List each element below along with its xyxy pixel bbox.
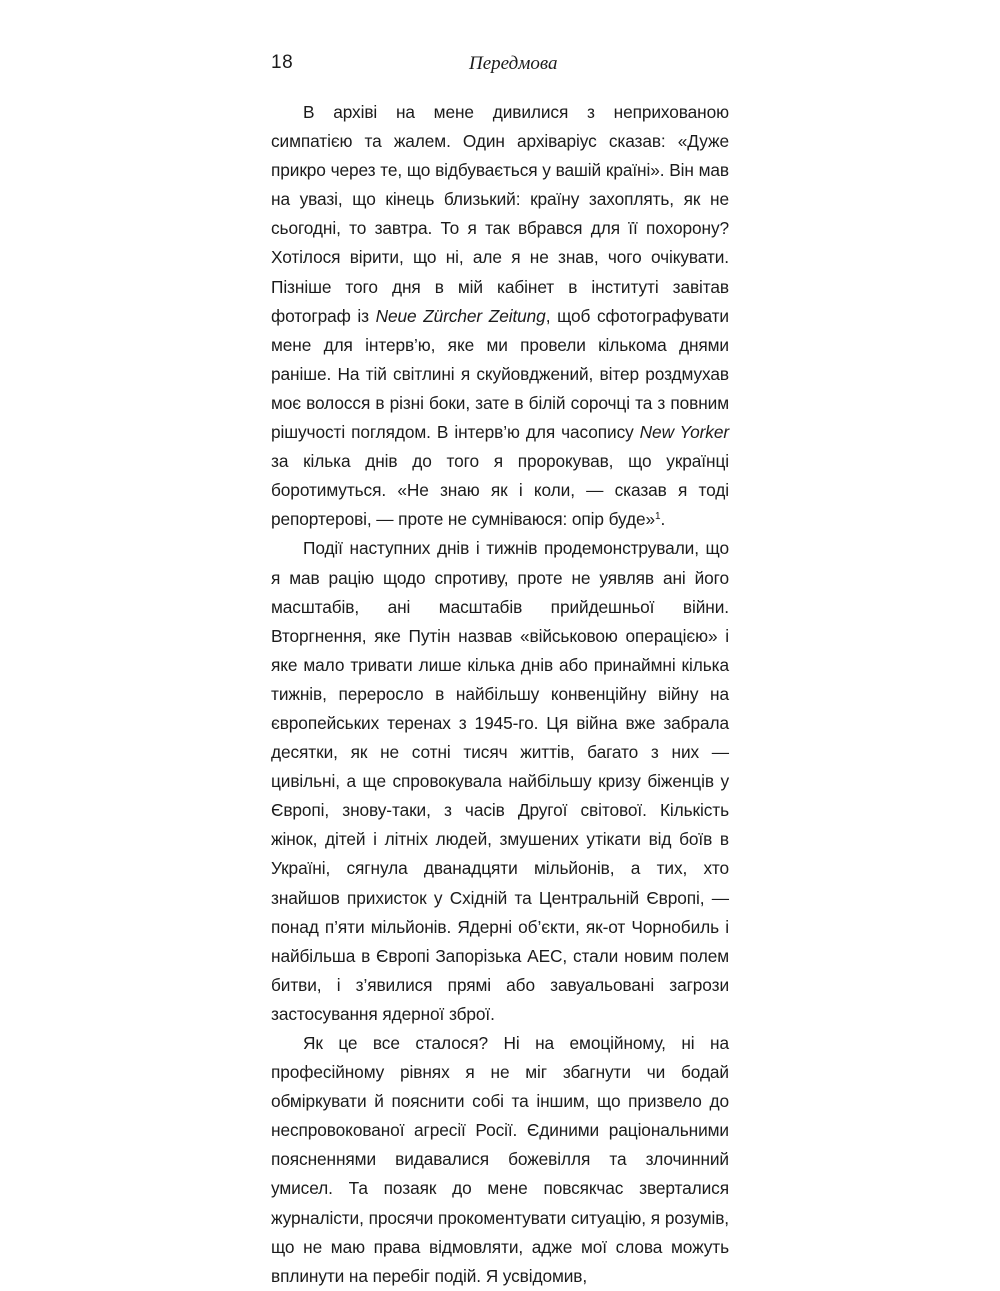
paragraph-1-text-d: . bbox=[660, 509, 666, 530]
publication-title-new-yorker: New Yorker bbox=[639, 422, 729, 443]
page-number: 18 bbox=[271, 52, 294, 73]
footnote-marker: 1 bbox=[655, 511, 661, 523]
paragraph-1-text-a: В архіві на мене дивилися з неприхованою симпатією та жалем. Один архіваріус сказав: «Дуже прикро через те, що відбувається у вашій країні». Він мав на увазі, що кінець близький: країну захоплять, як не сьогодні, то завтра. То я так вбрався для її похорону? Хотілося вірити, що ні, але я не знав, чого очікувати. Пізніше того дня в мій кабінет в інституті завітав фотограф із bbox=[271, 102, 729, 326]
publication-title-neue-zurcher-zeitung: Neue Zürcher Zeitung bbox=[375, 305, 546, 326]
page-header bbox=[271, 52, 729, 82]
running-title: Передмова bbox=[469, 53, 558, 74]
paragraph-2: Події наступних днів і тижнів продемонстрували, що я мав рацію щодо спротиву, проте не уявляв ані його масштабів, ані масштабів прийдешньої війни. Вторгнення, яке Путін назвав «військовою операцією» і яке мало тривати лише кілька днів або принаймні кілька тижнів, переросло в найбільшу конвенційну війну на європейських теренах з 1945-го. Ця війна вже забрала десятки, як не сотні тисяч життів, багато з них — цивільні, а ще спровокувала найбільшу кризу біженців у Європі, знову-таки, з часів Другої світової. Кількість жінок, дітей і літніх людей, змушених утікати від боїв в Україні, сягнула дванадцяти мільйонів, а тих, хто знайшов прихисток у Східній та Центральній Європі, — понад п’яти мільйонів. Ядерні об’єкти, як-от Чорнобиль і найбільша в Європі Запорізька АЕС, стали новим полем битви, і з’явилися прямі або завуальовані загрози застосування ядерної зброї. bbox=[271, 538, 729, 1024]
paragraph-1 bbox=[271, 98, 729, 534]
paragraph-3: Як це все сталося? Ні на емоційному, ні на професійному рівнях я не міг збагнути чи бодай обміркувати й пояснити собі та іншим, що призвело до неспровокованої агресії Росії. Єдиними раціональними поясненнями видавалися божевілля та злочинний умисел. Та позаяк до мене повсякчас зверталися журналісти, просячи прокоментувати ситуацію, я розумів, що не маю права відмовляти, адже мої слова можуть вплинути на перебіг подій. Я усвідомив, bbox=[271, 1033, 729, 1286]
paragraph-1-text-c: за кілька днів до того я пророкував, що українці боротимуться. «Не знаю як і коли, — сказав я тоді репортерові, — проте не сумніваюся: опір буде» bbox=[271, 451, 729, 530]
body-text bbox=[271, 98, 729, 1291]
paragraph-1-text-b: , щоб сфотографувати мене для інтерв’ю, яке ми провели кількома днями раніше. На тій світлині я скуйовджений, вітер роздмухав моє волосся в різні боки, зате в білій сорочці та з повним рішучості поглядом. В інтерв’ю для часопису bbox=[271, 305, 729, 443]
